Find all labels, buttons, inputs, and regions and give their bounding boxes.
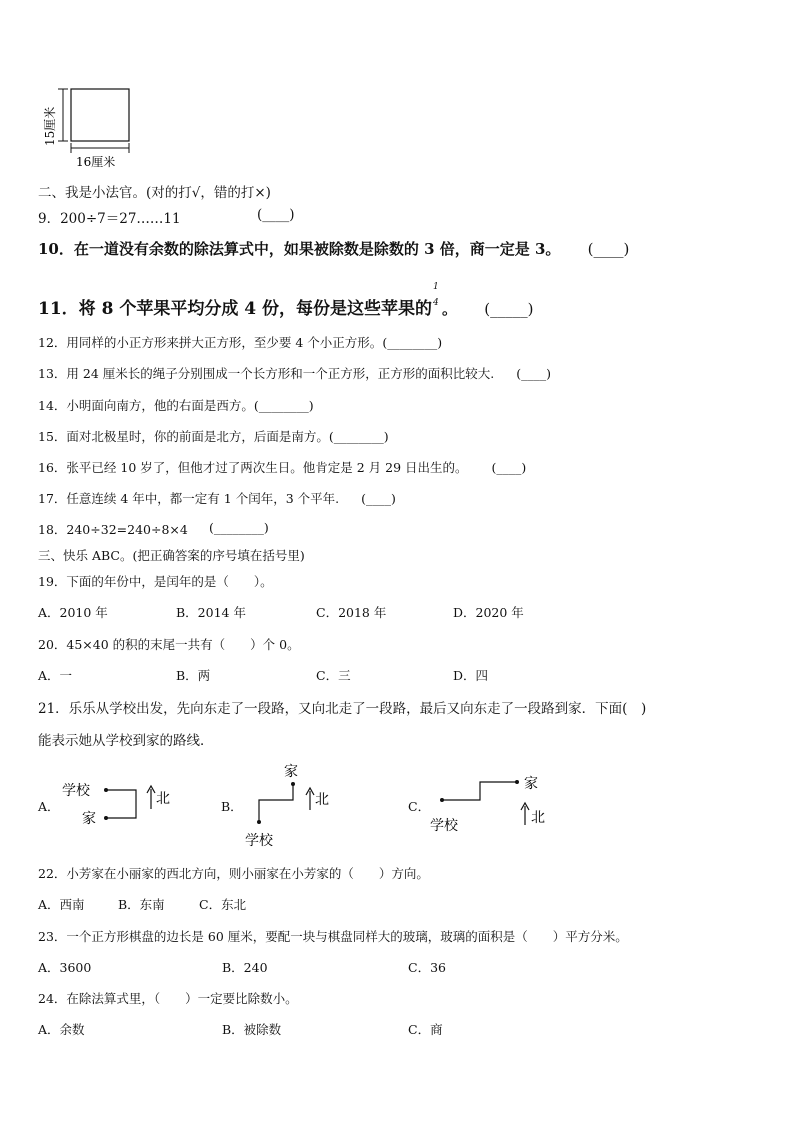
question-21-line1: 21．乐乐从学校出发，先向东走了一段路，又向北走了一段路，最后又向东走了一段路到家．下面( ) — [38, 701, 647, 717]
section3-heading: 三、快乐 ABC。(把正确答案的序号填在括号里) — [38, 548, 305, 563]
school-label: 学校 — [62, 783, 90, 799]
question-10-text: 10．在一道没有余数的除法算式中，如果被除数是除数的 3 倍，商一定是 3。 — [38, 240, 561, 258]
school-label: 学校 — [245, 833, 273, 849]
question-19-text: 19．下面的年份中，是闰年的是（ ）。 — [38, 574, 273, 589]
q21-option-a-diagram[interactable] — [58, 775, 188, 835]
q24-option-b[interactable]: B．被除数 — [222, 1022, 282, 1037]
q22-option-a[interactable]: A．西南 — [38, 897, 85, 912]
question-12-text: 12．用同样的小正方形来拼大正方形，至少要 4 个小正方形。 — [38, 335, 383, 350]
q20-option-c[interactable]: C．三 — [316, 668, 351, 683]
section2-heading: 二、我是小法官。(对的打√，错的打×) — [38, 185, 271, 201]
q21-option-c-diagram[interactable] — [425, 768, 565, 838]
question-22-text: 22．小芳家在小丽家的西北方向，则小丽家在小芳家的（ ）方向。 — [38, 866, 429, 881]
fraction — [432, 282, 442, 320]
question-9 — [38, 207, 181, 227]
school-label: 学校 — [430, 818, 458, 834]
answer-blank-16[interactable]: (____) — [491, 460, 527, 475]
route-path — [442, 782, 517, 800]
question-24-text: 24．在除法算式里，（ ）一定要比除数小。 — [38, 991, 298, 1006]
rectangle-figure — [36, 84, 146, 174]
fraction-denominator: 4 — [433, 298, 439, 308]
question-18-text: 18．240÷32=240÷8×4 — [38, 522, 188, 537]
question-14-text: 14．小明面向南方，他的右面是西方。 — [38, 398, 254, 413]
answer-blank-15[interactable]: (________) — [328, 429, 389, 444]
q21-option-a-label[interactable]: A． — [38, 799, 60, 814]
answer-blank-11[interactable]: (_____) — [484, 300, 534, 318]
q19-option-a[interactable]: A．2010 年 — [38, 605, 108, 620]
home-point — [104, 816, 108, 820]
question-16-text: 16．张平已经 10 岁了，但他才过了两次生日。他肯定是 2 月 29 日出生的。 — [38, 460, 468, 475]
north-label: 北 — [531, 810, 545, 826]
route-path — [106, 790, 136, 818]
question-16 — [38, 458, 526, 476]
q20-option-b[interactable]: B．两 — [176, 668, 211, 683]
question-17-text: 17．任意连续 4 年中，都一定有 1 个闰年，3 个平年. — [38, 491, 340, 506]
question-11-tail: 。 — [442, 300, 458, 318]
question-21-line2: 能表示她从学校到家的路线． — [38, 733, 214, 749]
question-11 — [38, 282, 534, 320]
home-label: 家 — [284, 764, 298, 780]
width-label: 16厘米 — [76, 155, 116, 169]
q24-option-c[interactable]: C．商 — [408, 1022, 443, 1037]
question-13 — [38, 364, 551, 382]
answer-blank-10[interactable]: (____) — [587, 240, 630, 258]
q21-option-b-label[interactable]: B． — [221, 799, 243, 814]
question-10 — [38, 238, 629, 259]
question-15 — [38, 427, 389, 445]
q22-option-c[interactable]: C．东北 — [199, 897, 247, 912]
answer-blank-13[interactable]: (____) — [516, 366, 551, 381]
answer-blank-12[interactable]: (________) — [382, 335, 443, 350]
q24-option-a[interactable]: A．余数 — [38, 1022, 85, 1037]
q19-option-c[interactable]: C．2018 年 — [316, 605, 387, 620]
rectangle-shape — [71, 89, 129, 141]
question-14 — [38, 396, 314, 414]
question-11-text: 11．将 8 个苹果平均分成 4 份，每份是这些苹果的 — [38, 299, 432, 319]
north-label: 北 — [315, 792, 329, 808]
answer-blank-9[interactable]: (____) — [257, 207, 295, 223]
question-12 — [38, 333, 442, 351]
q21-option-b-diagram[interactable] — [240, 758, 350, 853]
answer-blank-14[interactable]: (________) — [253, 398, 314, 413]
fraction-numerator: 1 — [433, 282, 439, 292]
q20-option-a[interactable]: A．一 — [38, 668, 73, 683]
q23-option-b[interactable]: B．240 — [222, 960, 268, 975]
height-label: 15厘米 — [43, 106, 57, 146]
question-17 — [38, 489, 396, 507]
school-point — [440, 798, 444, 802]
q23-option-a[interactable]: A．3600 — [38, 960, 92, 975]
answer-blank-17[interactable]: (____) — [361, 491, 396, 506]
q23-option-c[interactable]: C．36 — [408, 960, 446, 975]
question-9-text: 9．200÷7＝27……11 — [38, 211, 181, 227]
answer-blank-18[interactable]: (________) — [209, 520, 269, 535]
question-23-text: 23．一个正方形棋盘的边长是 60 厘米，要配一块与棋盘同样大的玻璃，玻璃的面积是（ ）平方分米。 — [38, 929, 628, 944]
route-path — [259, 784, 293, 822]
q20-option-d[interactable]: D．四 — [453, 668, 489, 683]
home-label: 家 — [524, 776, 538, 792]
q19-option-d[interactable]: D．2020 年 — [453, 605, 524, 620]
question-20-text: 20．45×40 的积的末尾一共有（ ）个 0。 — [38, 637, 300, 652]
q19-option-b[interactable]: B．2014 年 — [176, 605, 246, 620]
question-13-text: 13．用 24 厘米长的绳子分别围成一个长方形和一个正方形，正方形的面积比较大. — [38, 366, 495, 381]
question-18 — [38, 520, 188, 538]
north-label: 北 — [156, 791, 170, 807]
question-15-text: 15．面对北极星时，你的前面是北方，后面是南方。 — [38, 429, 329, 444]
school-point — [257, 820, 261, 824]
q21-option-c-label[interactable]: C． — [408, 799, 431, 814]
q22-option-b[interactable]: B．东南 — [118, 897, 165, 912]
home-label: 家 — [82, 811, 96, 827]
